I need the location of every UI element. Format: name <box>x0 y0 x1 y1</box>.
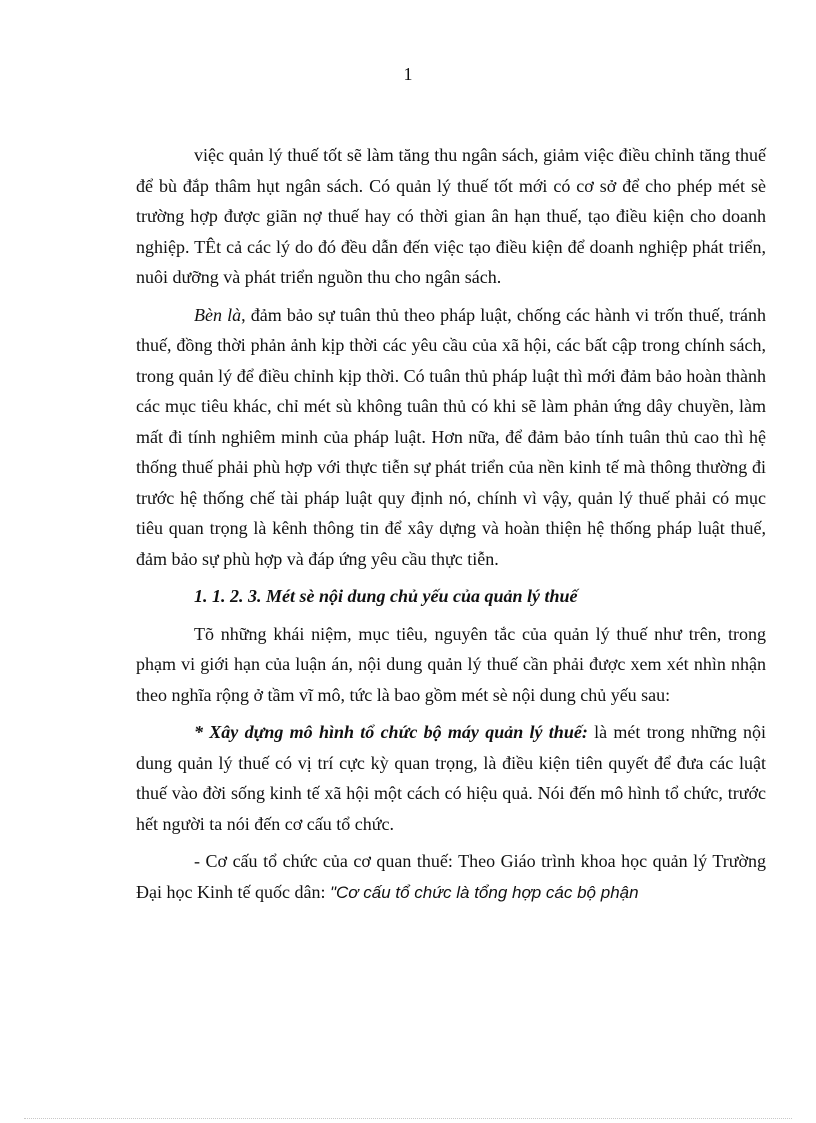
page-number: 1 <box>403 64 413 84</box>
paragraph-3: Tõ những khái niệm, mục tiêu, nguyên tắc của quản lý thuế như trên, trong phạm vi giới hạn của luận án, nội dung quản lý thuế cần phải được xem xét nhìn nhận theo nghĩa rộng ở tầm vĩ mô, tức là bao gồm mét sè nội dung chủ yếu sau: <box>136 623 766 705</box>
document-body <box>136 140 766 915</box>
paragraph-4-text: là mét trong những nội dung quản lý thuế có vị trí cực kỳ quan trọng, là điều kiện tiên quyết để đưa các luật thuế vào đời sống kinh tế xã hội một cách có hiệu quả. Nói đến mô hình tổ chức, trước hết người ta nói đến cơ cấu tổ chức. <box>136 722 767 834</box>
paragraph-5 <box>136 846 766 908</box>
paragraph-1: việc quản lý thuế tốt sẽ làm tăng thu ngân sách, giảm việc điều chỉnh tăng thuế để bù đắp thâm hụt ngân sách. Có quản lý thuế tốt mới có cơ sở để cho phép mét sè trường hợp được giãn nợ thuế hay có thời gian ân hạn thuế, tạo điều kiện cho doanh nghiệp. TÊt cả các lý do đó đều dẫn đến việc tạo điều kiện để doanh nghiệp phát triển, nuôi dưỡng và phát triển nguồn thu cho ngân sách. <box>136 145 766 287</box>
paragraph-4 <box>136 717 766 839</box>
paragraph-5-quote: "Cơ cấu tổ chức là tổng hợp các bộ phận <box>329 882 639 902</box>
paragraph-4-lead: * Xây dựng mô hình tổ chức bộ máy quản lý thuế: <box>194 722 588 742</box>
paragraph-2-text: , đảm bảo sự tuân thủ theo pháp luật, chống các hành vi trốn thuế, tránh thuế, đồng thời phản ảnh kịp thời các yêu cầu của xã hội, các bất cập trong chính sách, trong quản lý để điều chỉnh kịp thời. Có tuân thủ pháp luật thì mới đảm bảo hoàn thành các mục tiêu khác, chỉ mét sù không tuân thủ có khi sẽ làm phản ứng dây chuyền, làm mất đi tính nghiêm minh của pháp luật. Hơn nữa, để đảm bảo tính tuân thủ cao thì hệ thống thuế phải phù hợp với thực tiễn sự phát triển của nền kinh tế mà thông thường đi trước hệ thống chế tài pháp luật quy định nó, chính vì vậy, quản lý thuế phải có mục tiêu quan trọng là kênh thông tin để xây dựng và hoàn thiện hệ thống pháp luật thuế, đảm bảo sự phù hợp và đáp ứng yêu cầu thực tiễn. <box>136 304 766 569</box>
page-bottom-rule <box>24 1118 792 1119</box>
section-heading: 1. 1. 2. 3. Mét sè nội dung chủ yếu của quản lý thuế <box>194 586 578 606</box>
paragraph-2-lead: Bèn là <box>194 304 242 325</box>
paragraph-5-text: - Cơ cấu tổ chức của cơ quan thuế: Theo Giáo trình khoa học quản lý Trường Đại học Kinh tế quốc dân: <box>136 851 766 902</box>
paragraph-2 <box>136 300 766 575</box>
